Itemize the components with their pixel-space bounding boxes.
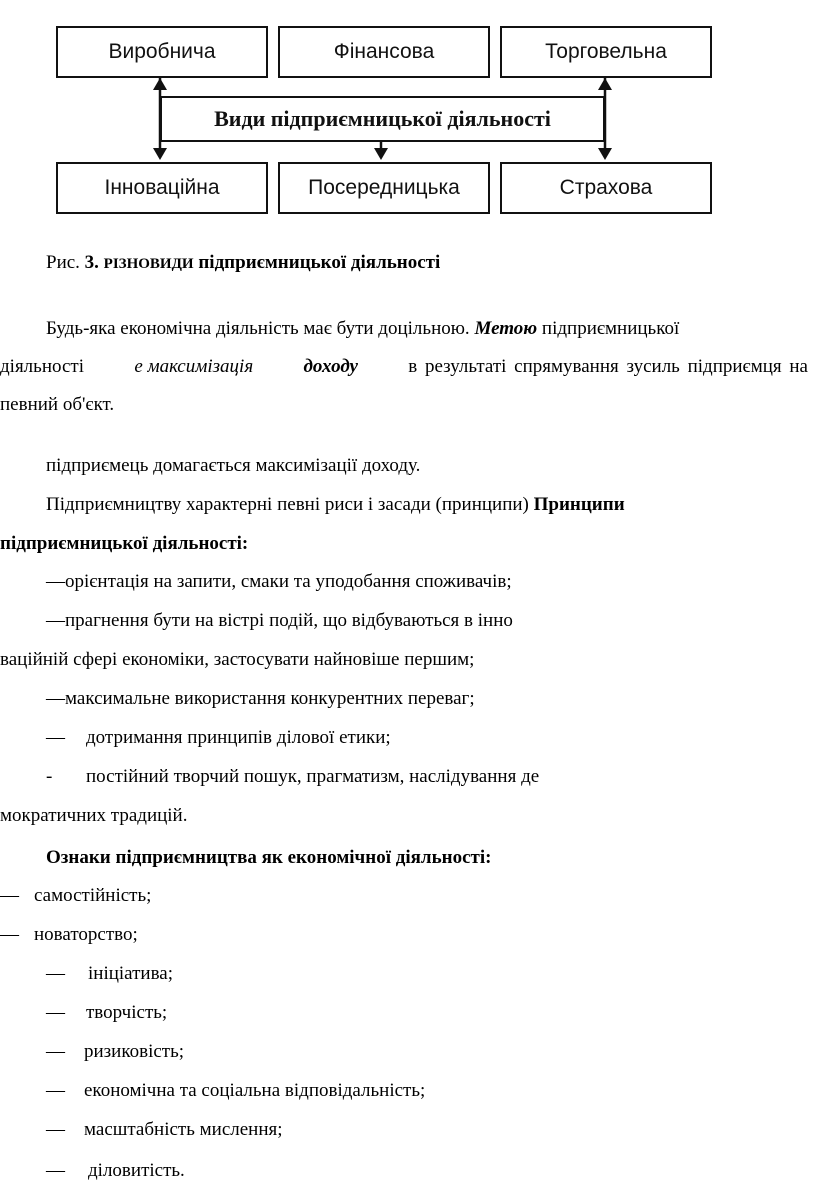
enterprise-types-diagram	[0, 0, 816, 225]
principle-2b: ваційній сфері економіки, застосувати найновіше першим;	[0, 649, 475, 670]
principle-2a: —прагнення бути на вістрі подій, що відбуваються в інно	[46, 610, 513, 631]
box-center-title: Види підприємницької діяльності	[160, 96, 605, 142]
arrow-up-left	[153, 78, 167, 90]
line-traits: Підприємництву характерні певні риси і засади (принципи) Принципи	[46, 494, 625, 515]
figure-caption: Рис. 3. РІЗНОВИДИ підприємницької діяльності	[46, 252, 441, 273]
feature-7: — масштабність мислення;	[46, 1119, 283, 1140]
feature-4: — творчість;	[46, 1002, 168, 1023]
feature-3: — ініціатива;	[46, 963, 174, 984]
arrow-up-right	[598, 78, 612, 90]
feature-5: — ризиковість;	[46, 1041, 185, 1062]
feature-8: — діловитість.	[46, 1160, 185, 1181]
principle-1: —орієнтація на запити, смаки та уподобання споживачів;	[46, 571, 512, 592]
para1-line2: діяльності е максимізація доходу в результаті спрямування зусиль підприємця на	[0, 356, 808, 377]
para1-line3: певний об'єкт.	[0, 394, 115, 415]
feature-1: — самостійність;	[0, 885, 152, 906]
box-strakhova: Страхова	[500, 162, 712, 214]
box-vyrobnycha: Виробнича	[56, 26, 268, 78]
features-heading: Ознаки підприємництва як економічної діяльності:	[46, 847, 492, 868]
box-finansova: Фінансова	[278, 26, 490, 78]
arrow-down-left	[153, 148, 167, 160]
feature-2: — новаторство;	[0, 924, 138, 945]
line-maximize: підприємець домагається максимізації доходу.	[46, 455, 421, 476]
feature-6: — економічна та соціальна відповідальність;	[46, 1080, 426, 1101]
arrow-down-center	[374, 148, 388, 160]
principle-4: — дотримання принципів ділової етики;	[46, 727, 391, 748]
principle-5a: - постійний творчий пошук, прагматизм, наслідування де	[46, 766, 540, 787]
box-poserednytska: Посередницька	[278, 162, 490, 214]
box-innovatsiina: Інноваційна	[56, 162, 268, 214]
arrow-down-right	[598, 148, 612, 160]
para1-line1: Будь-яка економічна діяльність має бути доцільною. Метою підприємницької	[46, 318, 680, 339]
principles-heading: підприємницької діяльності:	[0, 533, 249, 554]
principle-5b: мократичних традицій.	[0, 805, 188, 826]
principle-3: —максимальне використання конкурентних переваг;	[46, 688, 475, 709]
box-torgovelna: Торговельна	[500, 26, 712, 78]
